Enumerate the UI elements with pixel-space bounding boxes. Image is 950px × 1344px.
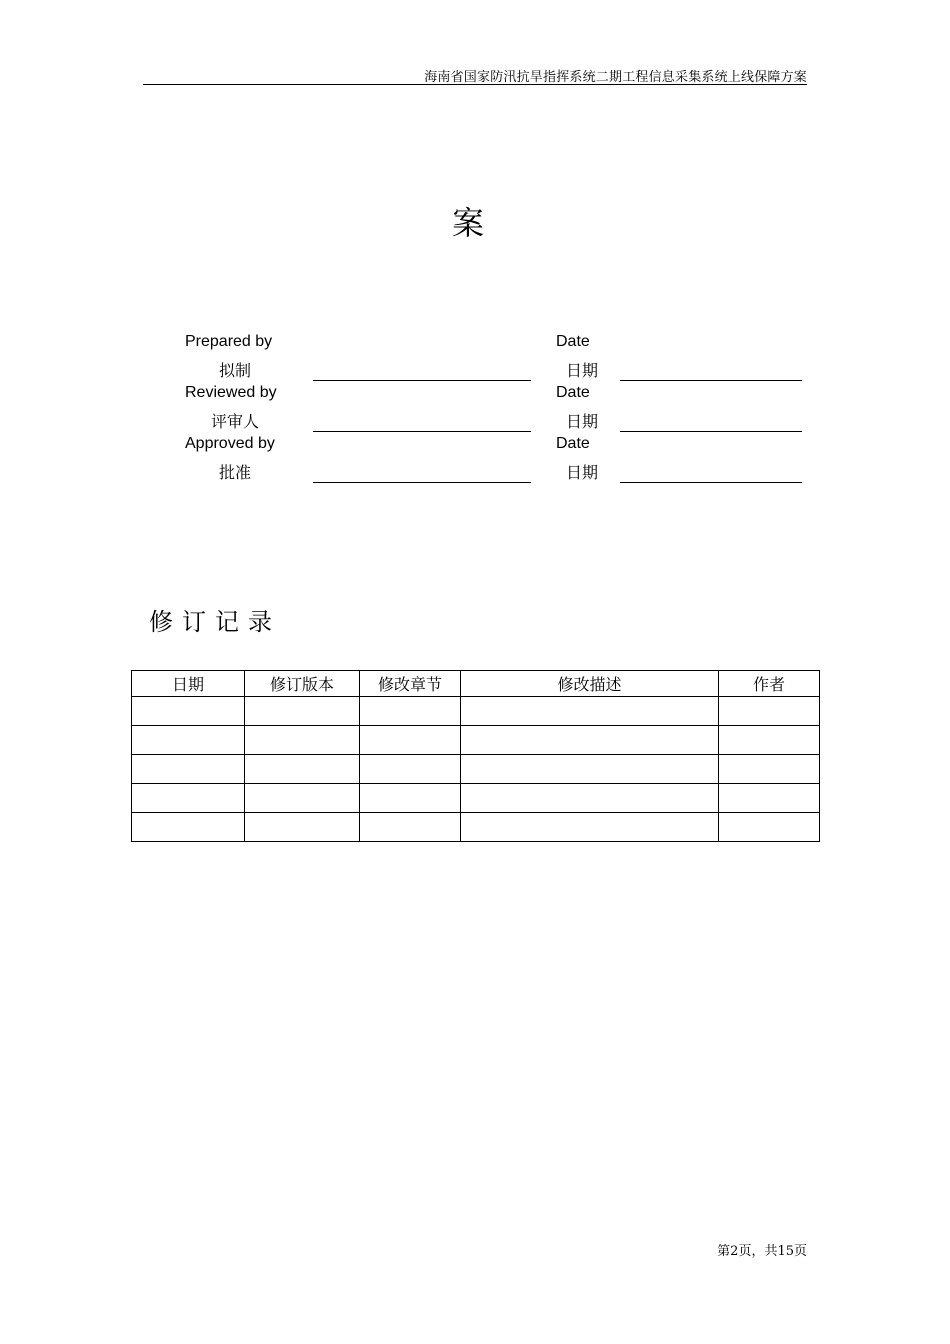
- approved-date-line: [620, 482, 802, 483]
- prepared-by-label-cn: 拟制: [219, 361, 252, 380]
- prepared-date-line: [620, 380, 802, 381]
- page-number: 第2页，共15页: [717, 1244, 807, 1259]
- table-cell: [132, 697, 245, 726]
- table-cell: [461, 784, 719, 813]
- column-header-section: 修改章节: [360, 671, 461, 697]
- prepared-by-label: Prepared by: [185, 333, 273, 350]
- table-row: [132, 784, 820, 813]
- prepared-date-label: Date: [556, 333, 590, 350]
- header-rule: [143, 84, 807, 85]
- prepared-by-signature-line: [313, 380, 531, 381]
- approved-by-signature-line: [313, 482, 531, 483]
- table-cell: [360, 755, 461, 784]
- table-cell: [719, 755, 820, 784]
- table-row: [132, 697, 820, 726]
- table-header-row: [132, 671, 820, 697]
- table-cell: [360, 784, 461, 813]
- document-title: 案: [451, 204, 484, 242]
- column-header-date: 日期: [132, 671, 245, 697]
- prepared-date-label-cn: 日期: [566, 361, 599, 380]
- approved-date-label: Date: [556, 435, 590, 452]
- table-cell: [245, 813, 360, 842]
- approved-by-label-cn: 批准: [219, 463, 252, 482]
- approved-by-label: Approved by: [185, 435, 275, 452]
- table-cell: [245, 784, 360, 813]
- table-cell: [461, 726, 719, 755]
- reviewed-date-label: Date: [556, 384, 590, 401]
- table-cell: [132, 755, 245, 784]
- table-cell: [461, 697, 719, 726]
- reviewed-by-label-cn: 评审人: [211, 412, 260, 431]
- table-cell: [245, 726, 360, 755]
- table-cell: [719, 726, 820, 755]
- table-cell: [461, 813, 719, 842]
- table-cell: [461, 755, 719, 784]
- reviewed-date-line: [620, 431, 802, 432]
- table-cell: [245, 697, 360, 726]
- reviewed-by-signature-line: [313, 431, 531, 432]
- table-cell: [360, 726, 461, 755]
- column-header-author: 作者: [719, 671, 820, 697]
- approved-date-label-cn: 日期: [566, 463, 599, 482]
- table-cell: [132, 813, 245, 842]
- table-row: [132, 813, 820, 842]
- revision-history-table: [131, 670, 820, 842]
- table-cell: [360, 813, 461, 842]
- running-header: 海南省国家防汛抗旱指挥系统二期工程信息采集系统上线保障方案: [424, 70, 807, 85]
- revision-history-title: 修订记录: [149, 608, 281, 636]
- column-header-description: 修改描述: [461, 671, 719, 697]
- table-cell: [719, 813, 820, 842]
- table-row: [132, 755, 820, 784]
- column-header-version: 修订版本: [245, 671, 360, 697]
- table-cell: [360, 697, 461, 726]
- reviewed-by-label: Reviewed by: [185, 384, 277, 401]
- table-cell: [719, 697, 820, 726]
- reviewed-date-label-cn: 日期: [566, 412, 599, 431]
- table-cell: [245, 755, 360, 784]
- table-cell: [132, 726, 245, 755]
- table-cell: [719, 784, 820, 813]
- table-cell: [132, 784, 245, 813]
- table-row: [132, 726, 820, 755]
